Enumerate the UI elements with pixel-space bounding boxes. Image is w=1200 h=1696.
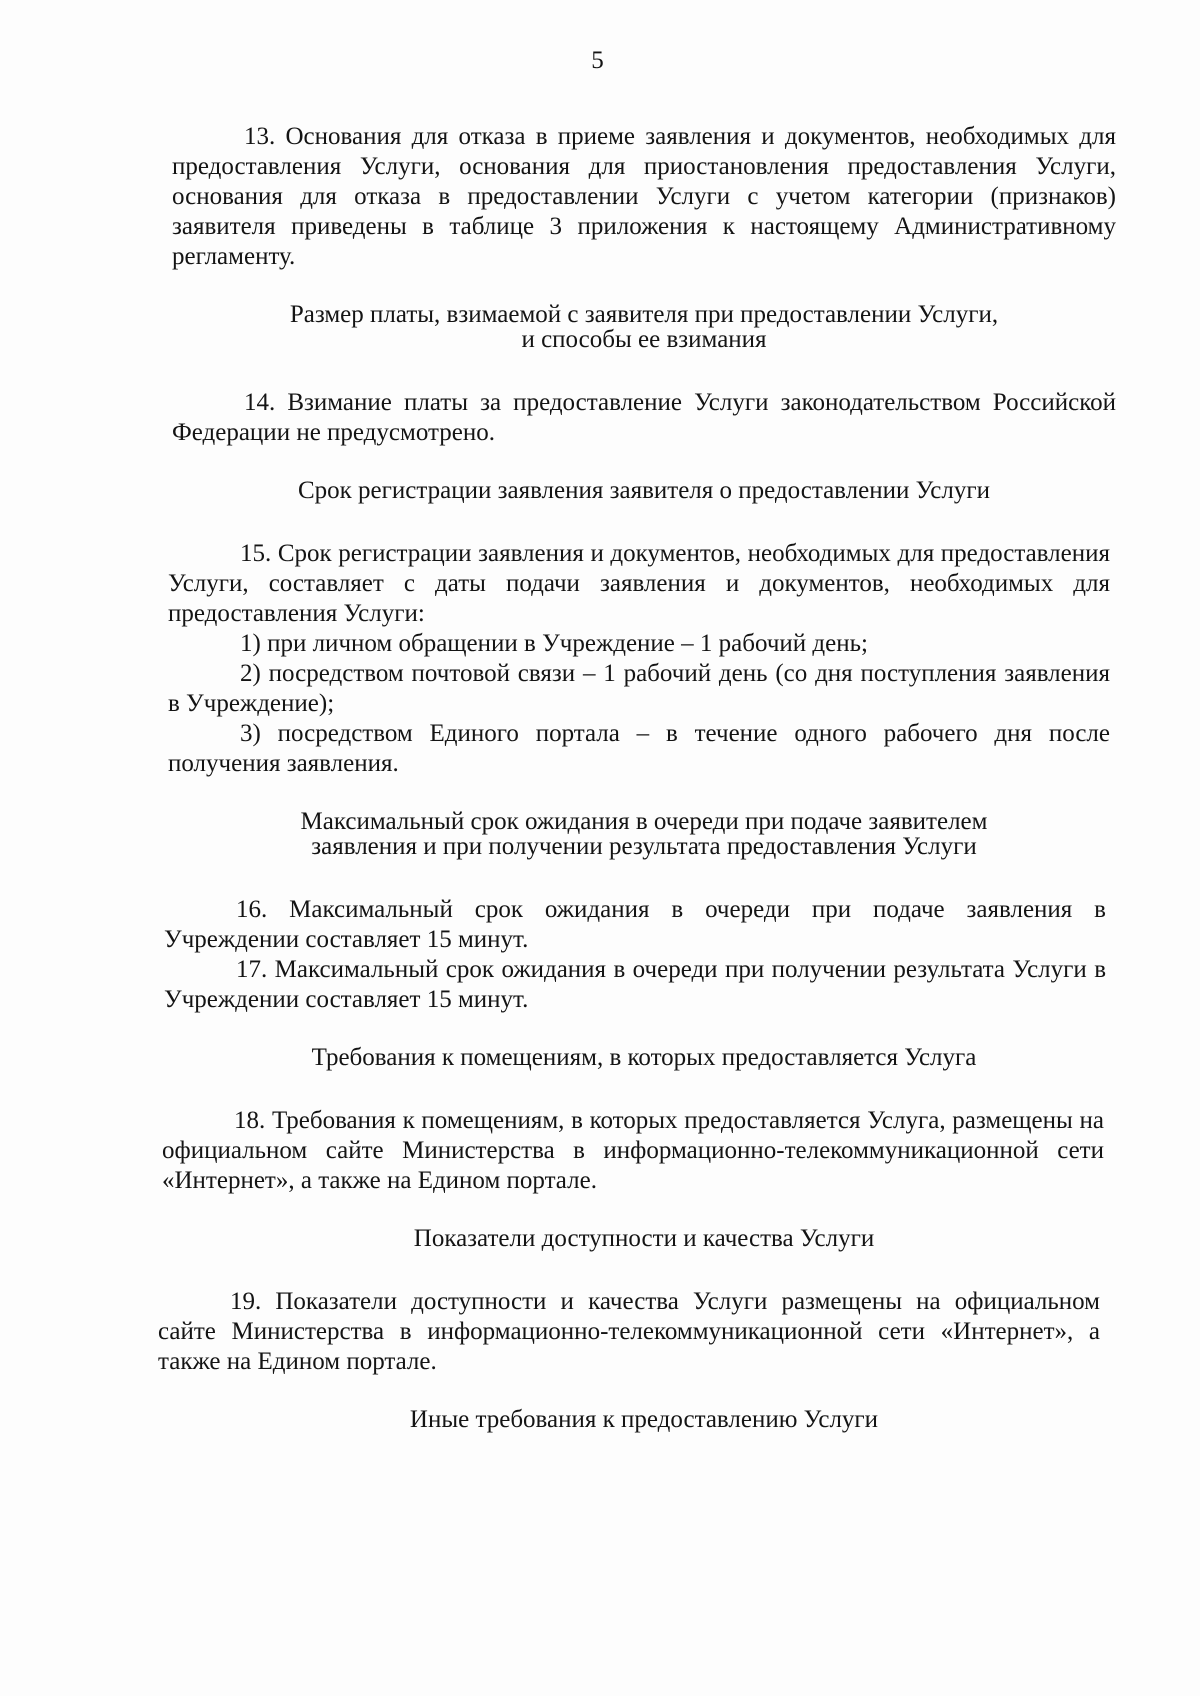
paragraph-15-item-2: 2) посредством почтовой связи – 1 рабочий день (со дня поступления заявления в Учреждение); (168, 660, 1110, 717)
section-heading-other-line: Иные требования к предоставлению Услуги (409, 1406, 879, 1433)
section-heading-other (172, 1407, 1116, 1432)
section-heading-registration (172, 478, 1116, 503)
section-heading-queue-line-2: заявления и при получении результата предоставления Услуги (311, 833, 977, 860)
section-heading-registration-line: Срок регистрации заявления заявителя о предоставлении Услуги (297, 477, 991, 504)
paragraph-16: 16. Максимальный срок ожидания в очереди при подаче заявления в Учреждении составляет 15 минут. (164, 896, 1106, 953)
paragraph-14: 14. Взимание платы за предоставление Услуги законодательством Российской Федерации не предусмотрено. (172, 389, 1116, 446)
section-heading-queue (172, 809, 1116, 859)
paragraph-13: 13. Основания для отказа в приеме заявления и документов, необходимых для предоставления Услуги, основания для приостановления предоставления Услуги, основания для отказа в предоставлении Услуги с учетом категории (признаков) заявителя приведены в таблице 3 приложения к настоящему Административному регламенту. (172, 123, 1116, 270)
section-heading-fee-line-2: и способы ее взимания (521, 326, 767, 353)
paragraph-17: 17. Максимальный срок ожидания в очереди при получении результата Услуги в Учреждении составляет 15 минут. (164, 956, 1106, 1013)
paragraph-15: 15. Срок регистрации заявления и документов, необходимых для предоставления Услуги, составляет с даты подачи заявления и документов, необходимых для предоставления Услуги: (168, 540, 1110, 627)
section-heading-quality-line: Показатели доступности и качества Услуги (413, 1225, 875, 1252)
section-heading-premises (172, 1045, 1116, 1070)
paragraph-19: 19. Показатели доступности и качества Услуги размещены на официальном сайте Министерства в информационно-телекоммуникационной сети «Интернет», а также на Едином портале. (158, 1288, 1100, 1375)
section-heading-queue-line-1: Максимальный срок ожидания в очереди при подаче заявителем (300, 808, 988, 835)
paragraph-15-item-1: 1) при личном обращении в Учреждение – 1 рабочий день; (240, 630, 868, 657)
page-number: 5 (591, 47, 604, 74)
section-heading-fee-line-1: Размер платы, взимаемой с заявителя при предоставлении Услуги, (289, 301, 999, 328)
paragraph-18: 18. Требования к помещениям, в которых предоставляется Услуга, размещены на официальном сайте Министерства в информационно-телекоммуникационной сети «Интернет», а также на Едином портале. (162, 1107, 1104, 1194)
section-heading-fee (172, 302, 1116, 352)
section-heading-premises-line: Требования к помещениям, в которых предоставляется Услуга (311, 1044, 977, 1071)
document-body (158, 122, 1116, 1433)
section-heading-quality (172, 1226, 1116, 1251)
paragraph-15-item-3: 3) посредством Единого портала – в течение одного рабочего дня после получения заявления. (168, 720, 1110, 777)
